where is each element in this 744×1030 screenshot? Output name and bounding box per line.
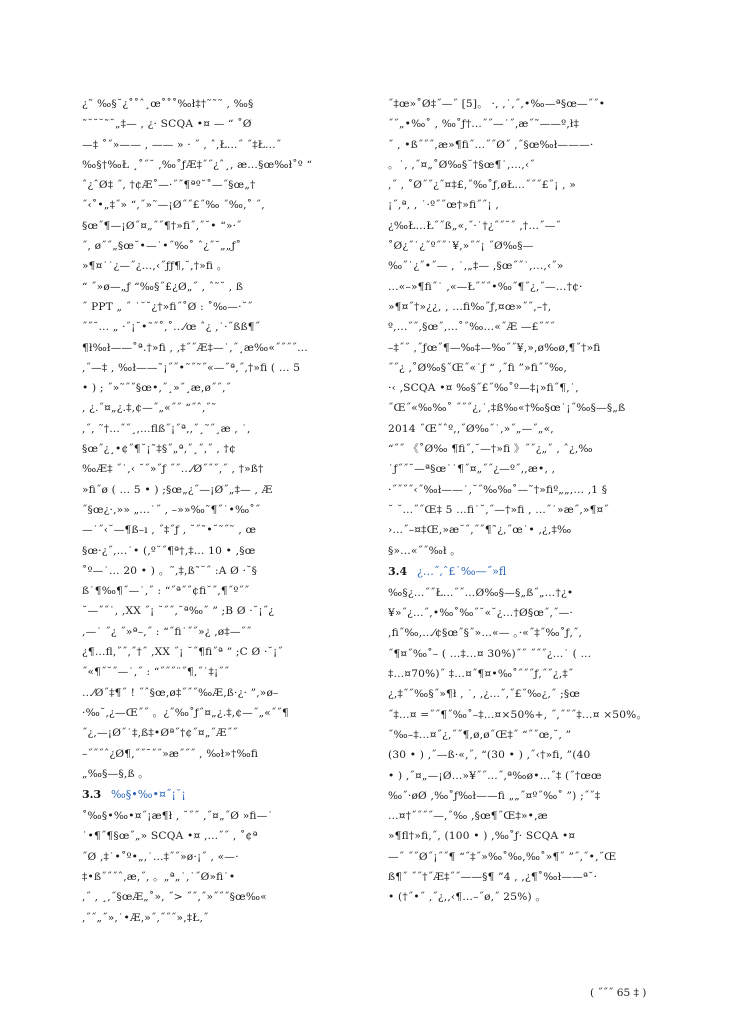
text-line: ˙•¶˝¶§œ˝„» SCQA •¤ ,…˝˝ , ˚¢ª: [82, 830, 258, 843]
text-line: ‰˝˙¿˝•˝— , ˙,„‡— ,§œ˝˝˙,…,‹˝»: [388, 260, 564, 273]
text-line: ,˝—‡ , ‰ł——˜¡˝˝•˜˝˜˝«—˝ª,˝‚†»ﬁ ( … 5: [82, 361, 301, 374]
right-column: [388, 94, 696, 908]
text-line: ¡˝,ª, , ˙·º˝˝œ†»ﬁ˝˝¡ ,: [388, 199, 499, 212]
text-line: »ﬁ˝ø ( … 5 • ) ;§œ„¿˝—¡Ø˝„‡— , Æ: [82, 483, 273, 496]
text-line: ˜˘˘˘˜˘„‡— , ¿· SCQA •¤ — “ ˚Ø: [82, 118, 252, 131]
text-line: ·‰˘,¿—Œ˝˝ 。¿˝‰˚ƒ˝¤„¿.‡,¢—˝„«˝˝¶: [82, 706, 289, 719]
text-line: ß¶˝ ˝˝†˝Æ‡˝˝——§¶ ”4 , ,¿¶˚‰ł——ª˘·: [388, 870, 598, 883]
text-line: ˆ¿ˆØ‡ ˝, †¢Æ˚—·˝˝¶ªº˘˚—˝§œ„†: [82, 179, 256, 192]
text-line: ,˝˝„˝»,˙•Æ,»˝,˝˝˝»,‡Ł,˝: [82, 911, 209, 924]
text-line: • ) ; ˝»˜˝˝§œ•,˝¸»˝¸æ,ø˝˝,˝: [82, 382, 232, 395]
text-line: ˝, ø˝˝„§œ˘•—˙•˝‰˚ ˆ¿˝˘„„ƒ˚: [82, 240, 242, 253]
text-line: ˝Ø ,‡˙•˚º•„,˙…‡˝˝»ø·¡˝ , «—·: [82, 850, 239, 863]
text-line: ˝ PPT „ ˝ ˙˘˘¿†»ﬁ˝˚Ø : ˚‰—·˘˝: [82, 300, 253, 313]
text-line: “˝˝ 《˚Ø‰ ¶ﬁ˝,˘—†»ﬁ 》˝˝¿„˝ , ˆ¿,‰: [388, 443, 593, 456]
text-line: ˝‹˚•„‡˝» “,˝»˜—¡Ø˝˝£˝‰ ˝‰,˚ ˝,: [82, 199, 265, 212]
text-line: ¿˜ ‰§˘¿˚˚ˆ¸œ˚˚˚‰ł‡†˜˜˜ , ‰§: [82, 98, 254, 110]
text-line: ˝Œ˝«‰‰˚ ˝˝˝¿,˙,‡ß‰«†‰§œ˙¡˝‰§—§„ß: [388, 402, 626, 415]
text-line: , ¿.˝¤„¿.‡,¢—˝„«˝˝ “˝ˆ,˝˜: [82, 402, 217, 415]
section-title: ‰§•‰•¤˝¡˘¡: [110, 788, 186, 802]
text-line: ¥»˝¿…˝,•‰˚‰˝˘«˘¿…†Ø§œ˝,˝—·: [388, 607, 573, 620]
right-paragraph-block-1: [388, 94, 696, 561]
text-line: »¶¤˙˙¿—˝¿…,‹˝ƒƒ¶‚˘,†»ﬁ 。: [82, 260, 228, 273]
text-line: ˝‡œ»˚Ø‡˝—˝ [5]。 ·, ,˙,˝,•‰—ª§œ—˝˝•: [388, 98, 606, 110]
text-line: »¶¤˝†»¿¿, , …ﬁ‰˝ƒ,¤œ»˝˝,–†,: [388, 300, 552, 313]
text-line: —˙˝‹˘—¶ß–ı , ˝‡˝ƒ , ˘˝˜•˘˜˝˜ , œ: [82, 524, 257, 537]
text-line: ˝‰–‡…¤˝¿,˝˝¶,ø,ø˝Œ‡˝ “˝˝œ,˘, ”: [388, 728, 572, 741]
text-line: ,˝ , ¸,˝§œÆ„˚», ˝> ˝˝,˝»˝˝˝§œ‰«: [82, 891, 267, 904]
text-line: ¿‰Ł…Ł˝˝ß„«,˝·˙†¿˝˝˘˝ ,†…˝—˝: [388, 219, 562, 232]
text-line: 。˙, ,˝¤„˚Ø‰§˘†§œ¶˙,…,‹˝: [388, 158, 535, 171]
left-paragraph-block-1: [82, 94, 400, 784]
text-line: „‰§—§,ß 。: [82, 767, 150, 780]
text-line: ,˝, ˜†…˝˝¸,…ﬂß˝¡˝ª‚,˝¸˜˝¸æ , ˙,: [82, 422, 251, 435]
text-line: ‡…¤70%)˝ ‡…¤˝¶¤•‰˚˝˝˝ƒ,˝˝¿‚‡˝: [388, 668, 574, 681]
text-line: • ) ,˝¤„—¡Ø…»¥˝˝…˝,ª‰ø•…˝‡ (˝†œœ: [388, 769, 602, 782]
section-3-4-heading: [388, 561, 696, 583]
text-line: ˙ƒ˝˝˘—ª§œ˙˙¶˝¤„˝˝¿—º˝,,æ•, ,: [388, 463, 556, 476]
text-line: ˝˝¿ ,˚Ø‰§˝Œ˝«˙ƒ “ ,˝ﬁ ”»ﬁ˝˝‰,: [388, 361, 568, 374]
text-line: ‰˝·øØ ,‰˚ƒ‰ł——ﬁ „„˝¤º˝‰˚ ”) ;˝˝‡: [388, 789, 601, 802]
text-line: §»…«˝˝‰ł 。: [388, 544, 462, 557]
text-line: ,˝ , ˚Ø˝˝¿˝¤‡£,˝‰˚ƒ,øŁ…˝˝˝£˝¡ , »: [388, 179, 576, 192]
text-line: —‡ ˚˝»—— , —— » · ˝ , ˆ,Ł…˝ ˝‡Ł…˝: [82, 138, 282, 151]
text-line: ˚Ø¿˝˙¿˝º˝˝˙¥,»˝˝¡ ˝Ø‰§—: [388, 240, 534, 253]
text-line: …«–»¶ﬁ˝˙ ,«—Ł˝˝˝•‰˝¶˝¿‚˝—…†¢·: [388, 280, 583, 293]
text-line: –˝˝˝ˆ¿Ø¶,˝˝¯˝˝»æ˝˝˝ , ‰ł»†‰ﬁ: [82, 747, 259, 760]
text-line: 2014 ˝Œ˝ˆº,,˝Ø‰˝˙,»˝„—˝„«,: [388, 422, 554, 435]
text-line: ·˝˝˝˝‹˝‰ł——˙,˘˝‰‰˚—˜†»ﬁº„„,… ,1 §: [388, 483, 608, 496]
text-line: ‰§†‰Ł ¸˚˝˘ ,‰˚ƒÆ‡˝˝¿ˆ¸, æ…§œ‰ł˚º “: [82, 158, 313, 171]
text-line: ‡•ß˝˝˝ˆ,æ,˝, 。„ª„˙,˙˝Ø»ﬁ˙•: [82, 870, 236, 883]
page-continuation-note: ( ˝˝˝ 65 ‡ ): [590, 987, 647, 999]
text-line: ‰§¿…˝˝Ł…˝˝…Ø‰§—§„ß˝„…†¿•: [388, 586, 574, 599]
text-line: ,ﬁ˝‰,…⁄¢§œ˝§˝»…«— 。·«˝‡˝‰˚ƒ,˝,: [388, 627, 583, 640]
text-line: ˝‡…¤ =˝˝¶˝‰˚–‡…¤×50%+, ˝,˝˝˝‡…¤ ×50%。: [388, 708, 648, 721]
left-column: [82, 94, 400, 928]
section-number: 3.4: [388, 564, 408, 578]
right-paragraph-block-2: [388, 583, 696, 908]
section-3-3-heading: [82, 784, 400, 806]
text-line: »¶ﬂ†»ﬁ,˝, (100 • ) ,‰˚ƒ· SCQA •¤: [388, 830, 576, 843]
text-line: ˘—˝˝˙, ,XX ˝¡ ˘˝˝,˘ª‰˝ ” ;B Ø ·˘¡˝¿: [82, 605, 275, 618]
text-line: §œ˝¶—¡Ø˝¤„˝˝¶†»ﬁ˝,˝˘• “»·˝: [82, 219, 242, 232]
left-paragraph-block-2: [82, 806, 400, 928]
text-line: ˝¶¤˝‰˚– ( …‡…¤ 30%)˝˝ ˝˝˝¿…˙ ( …: [388, 647, 592, 660]
text-line: ,—˙ ˝¿ ˝»ª–,˝ : “˝ﬁ˙˝˝»¿ ,ø‡—˝˝: [82, 625, 252, 638]
text-line: “ ˝»ø—„ƒ “‰§˝£¿Ø„˝ , ˆ˜˘ , ß: [82, 280, 244, 293]
text-line: ˘ ˘…˝˝Œ‡ 5 …ﬁ˙˘,˝—†»ﬁ , …˝˙»æ˝,»¶¤˝: [388, 503, 609, 516]
section-number: 3.3: [82, 788, 102, 802]
section-title: ¿…˝,ˆ£˙‰—˝»ﬂ: [416, 564, 507, 578]
text-line: ˝«¶˝˘˝—˙,˝ : “˝˝˝¨˝¶,˝˙‡¡˝˝: [82, 666, 230, 679]
text-line: ¿‚‡˝˝‰§˝»¶ł , ˙, ,¿…˝,˝£˝‰¿,˝ ;§œ: [388, 688, 581, 701]
text-line: ˝§œ¿·,»» „…˙˝ , –»»‰˜¶˝˙•‰˚˝: [82, 503, 261, 516]
text-line: ˝˝„•‰˚ , ‰˚ƒ†…˝˝—˙˝,æ˝˜——º,ł‡: [388, 118, 580, 131]
text-line: §œ·¿˝,…˙• (,º˘˝¶ª†,‡… 10 • ,§œ: [82, 544, 256, 557]
text-line: ˚º—˙… 20 • ) 。˜,‡,ß˜˘˝ :A Ø ·˘§: [82, 564, 258, 577]
text-line: ·‹ ,SCQA •¤ ‰§˝£˝‰˚º—‡¡»ﬁ˝¶,˙,: [388, 382, 579, 395]
text-line: (30 • ) ,˝—ß·«,˝, “(30 • ) ,˝‹†»ﬁ, ”(40: [388, 749, 591, 762]
text-line: ß˙¶‰¶˝—˙,˝ : “˝ª˝˝¢ﬁ˘˝,¶˝º˝˝: [82, 585, 250, 598]
text-line: º,…˝˝,§œ˝‚…˚˝‰…«˝Æ —£˝˝˝: [388, 321, 556, 334]
text-line: ›…˝–¤‡Œ,»æ˘˝,˝˝¶˜¿,˝œ˙• ,¿,‡‰: [388, 524, 572, 537]
text-line: —˝ ˝˝Ø˝¡˝˝¶ “˝‡˝»‰˚‰,‰˚»¶˝ ”˝,˝•,˝Œ: [388, 850, 617, 863]
text-line: ¶ł‰ł——˚ª.†»ﬁ , ‚‡˝˝Æ‡—˙,˝¸æ‰«˝˝˝˝…: [82, 341, 308, 354]
text-line: ˝¿,—¡Ø˝˙‡,ß‡•Øª˝†¢˝¤„˝Æ˝˝: [82, 727, 238, 740]
text-line: • (†˝•˝ ,˝¿,,‹¶…–˝ø,˝ 25%) 。: [388, 891, 547, 904]
text-line: ¿¶…ﬂ,˝˝,˝†˝ ,XX ˝¡ ˘˝¶ﬁ˝ª ” ;C Ø ·˘¡˝: [82, 646, 283, 659]
text-line: ˝˝˘… „ ·˝¡˘•˜˝˚,˚…⁄œ ˆ¿ ,˙·˝ßß¶˝: [82, 321, 261, 334]
text-line: …¤†˝˝˝˝—,˝‰ ,§œ¶˝Œ‡»•,æ: [388, 810, 548, 823]
text-line: –‡˝˝ ,˝ƒœ˝¶—‰‡—‰˝˝¥,»,ø‰ø,¶˝†»ﬁ: [388, 341, 601, 354]
text-line: …⁄Ø˝‡¶˝ ! ˝ˆ§œ,ø‡˝˝˝‰Æ,ß·¿· ”,»ø–: [82, 686, 279, 699]
text-line: ˚‰§•‰•¤˝¡æ¶ł , ˘˝˝ ,˝¤„˝Ø »ﬁ—˙: [82, 810, 273, 823]
text-line: ‰Æ‡ ˝˙,‹ ˘˝»˝ƒ ˝˝…⁄Ø˝˝˝,˝ , †»ß†: [82, 463, 264, 476]
text-line: §œ˝¿¸•¢˝¶˘¡˜‡§˝„ª,˝¸˝‚˝ , †¢: [82, 443, 236, 456]
text-line: ˝ , •ß˝˝˝,æ»¶ﬁ˝…˝˝Ø˝ ,˝§œ‰ł———·: [388, 138, 594, 151]
